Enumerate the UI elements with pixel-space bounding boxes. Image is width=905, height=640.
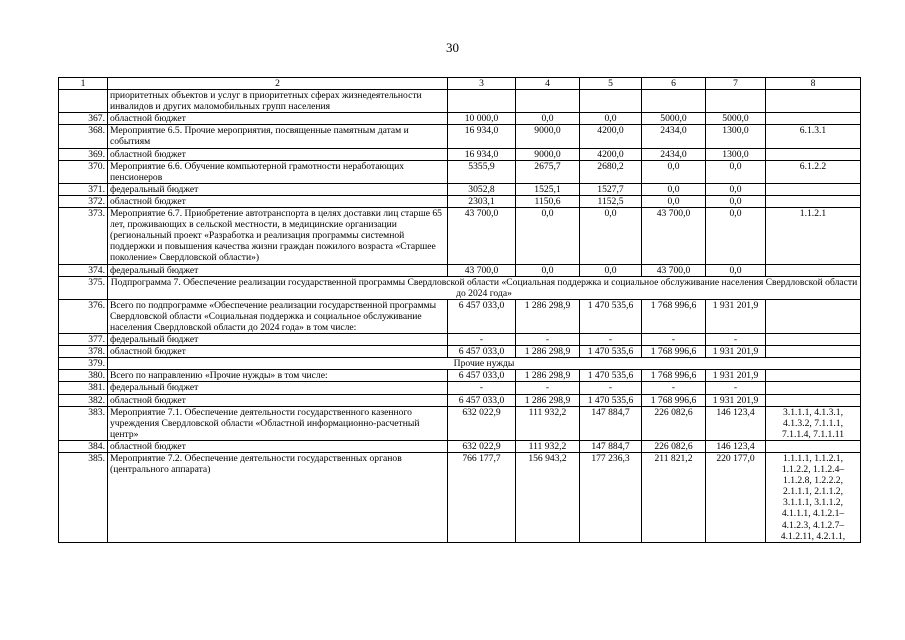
table-row [59, 358, 861, 370]
row-number-cell: 369. [59, 148, 108, 160]
value-cell: - [642, 382, 706, 394]
value-cell: 0,0 [642, 195, 706, 207]
target-code-cell [766, 113, 861, 125]
target-code-cell: 1.1.1.1, 1.1.2.1, 1.1.2.2, 1.1.2.4– 1.1.2.8, 1.2.2.2, 2.1.1.1, 2.1.1.2, 3.1.1.1, 3.1.1.2, 4.1.1.1, 4.1.2.1– 4.1.2.3, 4.1.2.7– 4.1.2.11, 4.2.1.1, [766, 453, 861, 543]
value-cell: 6 457 033,0 [448, 394, 516, 406]
row-number-cell: 374. [59, 264, 108, 276]
value-cell: 2303,1 [448, 195, 516, 207]
value-cell: 0,0 [706, 160, 766, 183]
value-cell: 5000,0 [642, 113, 706, 125]
row-name-cell: Мероприятие 6.5. Прочие мероприятия, посвященные памятным датам и событиям [108, 125, 448, 148]
value-cell: 1300,0 [706, 125, 766, 148]
target-code-cell: 6.1.2.2 [766, 160, 861, 183]
header-cell: 4 [516, 78, 580, 90]
value-cell: 10 000,0 [448, 113, 516, 125]
value-cell: 1 470 535,6 [580, 394, 642, 406]
table-row [59, 440, 861, 452]
target-code-cell [766, 90, 861, 113]
value-cell: - [580, 382, 642, 394]
row-number-cell: 367. [59, 113, 108, 125]
value-cell: 0,0 [516, 208, 580, 264]
value-cell: 6 457 033,0 [448, 299, 516, 333]
value-cell: 1 768 996,6 [642, 346, 706, 358]
value-cell: - [448, 334, 516, 346]
value-cell: 0,0 [706, 208, 766, 264]
value-cell: - [580, 334, 642, 346]
value-cell: 226 082,6 [642, 440, 706, 452]
target-code-cell [766, 264, 861, 276]
target-code-cell: 1.1.2.1 [766, 208, 861, 264]
row-number-cell: 375. [59, 276, 108, 299]
value-cell [642, 90, 706, 113]
value-cell: 1 931 201,9 [706, 394, 766, 406]
row-number-cell: 370. [59, 160, 108, 183]
row-number-cell: 380. [59, 370, 108, 382]
target-code-cell [766, 195, 861, 207]
target-code-cell [766, 346, 861, 358]
value-cell: 0,0 [706, 183, 766, 195]
section-title-cell: Подпрограмма 7. Обеспечение реализации государственной программы Свердловской области «Социальная поддержка и социальное обслуживание населения Свердловской области до 2024 года» [108, 276, 861, 299]
value-cell: 1 931 201,9 [706, 346, 766, 358]
table-row [59, 125, 861, 148]
value-cell [706, 90, 766, 113]
header-cell: 3 [448, 78, 516, 90]
table-row [59, 276, 861, 299]
row-number-cell: 373. [59, 208, 108, 264]
value-cell: 111 932,2 [516, 440, 580, 452]
value-cell: 632 022,9 [448, 406, 516, 440]
table-row [59, 334, 861, 346]
row-number-cell: 384. [59, 440, 108, 452]
value-cell: 43 700,0 [448, 264, 516, 276]
row-name-cell: федеральный бюджет [108, 334, 448, 346]
row-name-cell: Мероприятие 7.2. Обеспечение деятельности государственных органов (центрального аппарата) [108, 453, 448, 543]
table-header-row [59, 78, 861, 90]
row-number-cell [59, 90, 108, 113]
value-cell: 147 884,7 [580, 406, 642, 440]
value-cell: 1 286 298,9 [516, 394, 580, 406]
value-cell [448, 90, 516, 113]
value-cell: 9000,0 [516, 148, 580, 160]
table-row [59, 148, 861, 160]
value-cell: - [516, 334, 580, 346]
table-row [59, 90, 861, 113]
value-cell: 0,0 [706, 264, 766, 276]
target-code-cell [766, 440, 861, 452]
row-name-cell: областной бюджет [108, 346, 448, 358]
table-row [59, 183, 861, 195]
row-number-cell: 381. [59, 382, 108, 394]
table-row [59, 208, 861, 264]
value-cell: 0,0 [516, 264, 580, 276]
target-code-cell [766, 334, 861, 346]
row-name-cell: областной бюджет [108, 195, 448, 207]
header-cell: 1 [59, 78, 108, 90]
value-cell: 5000,0 [706, 113, 766, 125]
value-cell: 5355,9 [448, 160, 516, 183]
target-code-cell [766, 183, 861, 195]
target-code-cell [766, 370, 861, 382]
row-name-cell: федеральный бюджет [108, 264, 448, 276]
value-cell: 1 286 298,9 [516, 346, 580, 358]
row-name-cell: федеральный бюджет [108, 382, 448, 394]
row-name-cell: Всего по подпрограмме «Обеспечение реализации государственной программы Свердловской области «Социальная поддержка и социальное обслуживание населения Свердловской области до 2024 года» в том числе: [108, 299, 448, 333]
row-number-cell: 376. [59, 299, 108, 333]
value-cell: 147 884,7 [580, 440, 642, 452]
target-code-cell: 3.1.1.1, 4.1.3.1, 4.1.3.2, 7.1.1.1, 7.1.1.4, 7.1.1.11 [766, 406, 861, 440]
table-row [59, 113, 861, 125]
value-cell: 1 931 201,9 [706, 370, 766, 382]
row-name-cell: Мероприятие 6.7. Приобретение автотранспорта в целях доставки лиц старше 65 лет, проживающих в сельской местности, в медицинские организации (региональный проект «Разработка и реализация программы системной поддержки и повышения качества жизни граждан пожилого возраста «Старшее поколение» Свердловской области») [108, 208, 448, 264]
value-cell: 0,0 [706, 195, 766, 207]
value-cell: 177 236,3 [580, 453, 642, 543]
value-cell: 1525,1 [516, 183, 580, 195]
page-number: 30 [446, 40, 459, 55]
section-title-cell: Прочие нужды [108, 358, 861, 370]
header-cell: 2 [108, 78, 448, 90]
header-cell: 5 [580, 78, 642, 90]
target-code-cell [766, 382, 861, 394]
value-cell: 632 022,9 [448, 440, 516, 452]
value-cell: 1 470 535,6 [580, 370, 642, 382]
table-row [59, 370, 861, 382]
target-code-cell [766, 299, 861, 333]
value-cell: 146 123,4 [706, 406, 766, 440]
value-cell: 211 821,2 [642, 453, 706, 543]
value-cell: 2680,2 [580, 160, 642, 183]
table-row [59, 406, 861, 440]
value-cell: 0,0 [580, 113, 642, 125]
value-cell: 6 457 033,0 [448, 346, 516, 358]
value-cell: 766 177,7 [448, 453, 516, 543]
value-cell: 1 286 298,9 [516, 370, 580, 382]
value-cell: 4200,0 [580, 148, 642, 160]
row-number-cell: 385. [59, 453, 108, 543]
row-name-cell: приоритетных объектов и услуг в приоритетных сферах жизнедеятельности инвалидов и других маломобильных групп населения [108, 90, 448, 113]
row-name-cell: Мероприятие 6.6. Обучение компьютерной грамотности неработающих пенсионеров [108, 160, 448, 183]
value-cell: - [516, 382, 580, 394]
value-cell: - [642, 334, 706, 346]
value-cell: 1152,5 [580, 195, 642, 207]
value-cell: 146 123,4 [706, 440, 766, 452]
value-cell: 1527,7 [580, 183, 642, 195]
value-cell: - [706, 382, 766, 394]
header-cell: 6 [642, 78, 706, 90]
target-code-cell [766, 148, 861, 160]
target-code-cell [766, 394, 861, 406]
value-cell: 1 931 201,9 [706, 299, 766, 333]
row-number-cell: 372. [59, 195, 108, 207]
value-cell: 16 934,0 [448, 148, 516, 160]
table-row [59, 195, 861, 207]
value-cell: 43 700,0 [642, 208, 706, 264]
value-cell: 220 177,0 [706, 453, 766, 543]
table-row [59, 394, 861, 406]
table-row [59, 299, 861, 333]
value-cell [580, 90, 642, 113]
table-row [59, 160, 861, 183]
row-number-cell: 383. [59, 406, 108, 440]
value-cell: 156 943,2 [516, 453, 580, 543]
row-name-cell: областной бюджет [108, 148, 448, 160]
value-cell: - [706, 334, 766, 346]
table-row [59, 453, 861, 543]
target-code-cell: 6.1.3.1 [766, 125, 861, 148]
value-cell: 1 286 298,9 [516, 299, 580, 333]
table-row [59, 346, 861, 358]
value-cell: 0,0 [516, 113, 580, 125]
value-cell: - [448, 382, 516, 394]
value-cell: 9000,0 [516, 125, 580, 148]
row-name-cell: областной бюджет [108, 113, 448, 125]
budget-table [58, 77, 861, 543]
value-cell: 1150,6 [516, 195, 580, 207]
row-name-cell: областной бюджет [108, 394, 448, 406]
table-row [59, 382, 861, 394]
row-name-cell: областной бюджет [108, 440, 448, 452]
value-cell: 16 934,0 [448, 125, 516, 148]
value-cell [516, 90, 580, 113]
value-cell: 1 768 996,6 [642, 394, 706, 406]
row-number-cell: 368. [59, 125, 108, 148]
value-cell: 2434,0 [642, 125, 706, 148]
header-cell: 7 [706, 78, 766, 90]
row-name-cell: Всего по направлению «Прочие нужды» в том числе: [108, 370, 448, 382]
value-cell: 1 768 996,6 [642, 299, 706, 333]
row-number-cell: 371. [59, 183, 108, 195]
value-cell: 2434,0 [642, 148, 706, 160]
value-cell: 1 768 996,6 [642, 370, 706, 382]
value-cell: 0,0 [580, 208, 642, 264]
value-cell: 226 082,6 [642, 406, 706, 440]
value-cell: 111 932,2 [516, 406, 580, 440]
row-number-cell: 377. [59, 334, 108, 346]
row-name-cell: Мероприятие 7.1. Обеспечение деятельности государственного казенного учреждения Свердловской области «Областной информационно-расчетный центр» [108, 406, 448, 440]
value-cell: 1 470 535,6 [580, 299, 642, 333]
header-cell: 8 [766, 78, 861, 90]
table-row [59, 264, 861, 276]
value-cell: 43 700,0 [448, 208, 516, 264]
row-number-cell: 379. [59, 358, 108, 370]
value-cell: 6 457 033,0 [448, 370, 516, 382]
row-name-cell: федеральный бюджет [108, 183, 448, 195]
row-number-cell: 382. [59, 394, 108, 406]
value-cell: 4200,0 [580, 125, 642, 148]
value-cell: 0,0 [642, 160, 706, 183]
value-cell: 0,0 [580, 264, 642, 276]
value-cell: 0,0 [642, 183, 706, 195]
value-cell: 2675,7 [516, 160, 580, 183]
value-cell: 43 700,0 [642, 264, 706, 276]
value-cell: 1300,0 [706, 148, 766, 160]
row-number-cell: 378. [59, 346, 108, 358]
value-cell: 1 470 535,6 [580, 346, 642, 358]
value-cell: 3052,8 [448, 183, 516, 195]
